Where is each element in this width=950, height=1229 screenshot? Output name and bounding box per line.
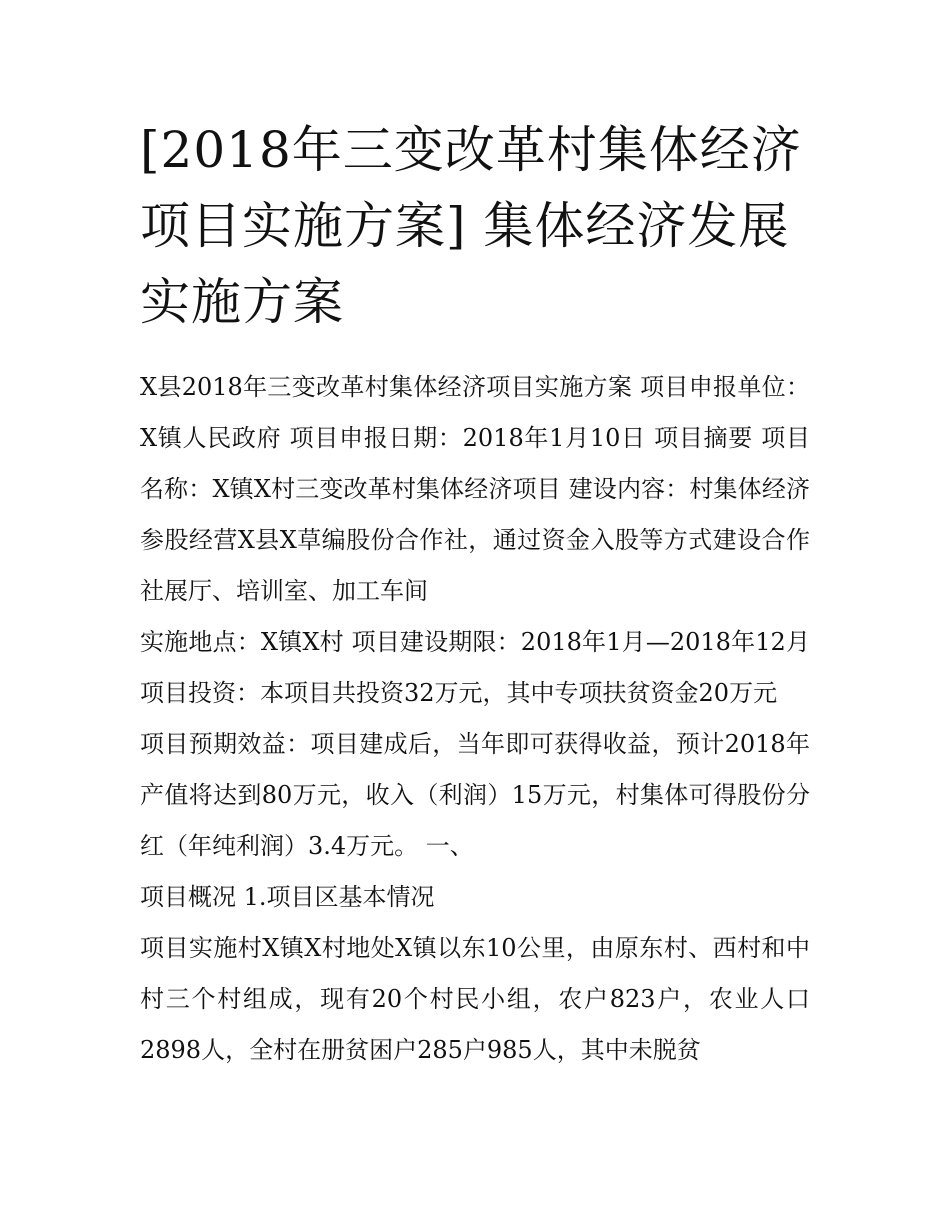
paragraph-section-heading: 项目概况 1.项目区基本情况 bbox=[140, 883, 435, 911]
paragraph-location-investment: 实施地点：X镇X村 项目建设期限：2018年1月—2018年12月 项目投资：本项目共投资32万元，其中专项扶贫资金20万元 bbox=[140, 628, 810, 707]
document-body bbox=[140, 362, 810, 1076]
paragraph-project-summary: X县2018年三变改革村集体经济项目实施方案 项目申报单位： X镇人民政府 项目申报日期：2018年1月10日 项目摘要 项目名称：X镇X村三变改革村集体经济项目 建设内容：村集体经济参股经营X县X草编股份合作社，通过资金入股等方式建设合作社展厅、培训室、加工车间 bbox=[140, 373, 810, 605]
paragraph-village-overview: 项目实施村X镇X村地处X镇以东10公里，由原东村、西村和中村三个村组成，现有20个村民小组，农户823户，农业人口2898人，全村在册贫困户285户985人，其中未脱贫 bbox=[140, 934, 810, 1064]
paragraph-expected-benefits: 项目预期效益：项目建成后，当年即可获得收益，预计2018年产值将达到80万元，收入（利润）15万元，村集体可得股份分红（年纯利润）3.4万元。 一、 bbox=[140, 730, 810, 860]
document-page bbox=[140, 112, 810, 1076]
document-title: [2018年三变改革村集体经济项目实施方案] 集体经济发展实施方案 bbox=[140, 121, 802, 331]
